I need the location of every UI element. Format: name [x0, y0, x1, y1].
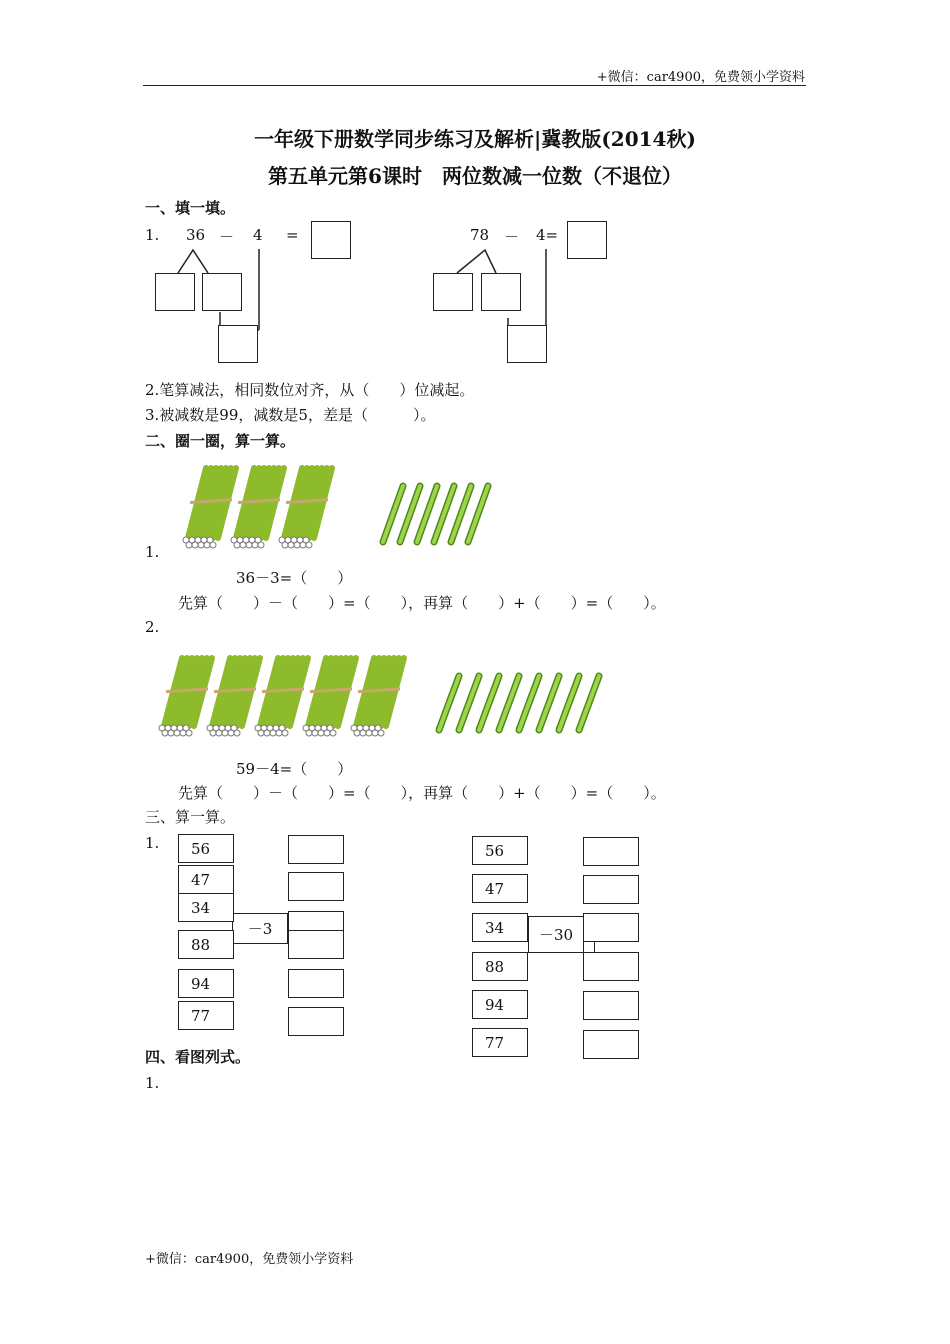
difference-box[interactable] — [583, 991, 639, 1020]
stick-bundles-image-1 — [180, 462, 500, 557]
q1-left-a: 36 — [186, 226, 206, 244]
q2-text: 2.笔算减法，相同数位对齐，从（ ）位减起。 — [145, 381, 475, 399]
stick-bundle — [255, 658, 308, 736]
minuend-box: 88 — [178, 930, 234, 959]
section2-heading: 二、圈一圈，算一算。 — [145, 432, 296, 450]
stick-bundle — [159, 658, 212, 736]
difference-box[interactable] — [583, 837, 639, 866]
difference-box[interactable] — [288, 1007, 344, 1036]
partial-result-box[interactable] — [218, 325, 258, 363]
section1-heading: 一、填一填。 — [145, 199, 236, 217]
stick-bundle — [279, 468, 332, 548]
title-line1: 一年级下册数学同步练习及解析|冀教版(2014秋) — [254, 127, 696, 151]
minuend-box: 94 — [472, 990, 528, 1019]
stick-bundle — [231, 468, 284, 548]
q1-left-op: － — [219, 228, 235, 246]
s2-q2-number: 2. — [145, 618, 160, 636]
minuend-box: 47 — [178, 865, 234, 894]
s2-q1-number: 1. — [145, 543, 160, 561]
minuend-box: 94 — [178, 969, 234, 998]
q1-right-a: 78 — [470, 226, 490, 244]
split-diagram-lines — [0, 0, 950, 400]
footer-note: +微信：car4900，免费领小学资料 — [145, 1252, 354, 1267]
title-line2: 第五单元第6课时 两位数减一位数（不退位） — [268, 164, 682, 188]
s4-q1-number: 1. — [145, 1074, 160, 1092]
difference-box[interactable] — [583, 875, 639, 904]
minuend-box: 88 — [472, 952, 528, 981]
s2-q1-steps: 先算（ ）－（ ）=（ ），再算（ ）+（ ）=（ ）。 — [178, 594, 666, 612]
stick-bundle — [351, 658, 404, 736]
difference-box[interactable] — [583, 952, 639, 981]
s2-q2-expression: 59－4=（ ） — [236, 760, 353, 778]
difference-box[interactable] — [288, 969, 344, 998]
answer-box[interactable] — [567, 221, 607, 259]
minuend-box: 56 — [178, 834, 234, 863]
difference-box[interactable] — [583, 1030, 639, 1059]
difference-box[interactable] — [288, 930, 344, 959]
q1-number: 1. — [145, 226, 160, 244]
operation-box-minus-3: －3 — [232, 913, 288, 944]
q3-text: 3.被减数是99，减数是5，差是（ ）。 — [145, 406, 436, 424]
s3-q1-number: 1. — [145, 834, 160, 852]
minuend-box: 34 — [472, 913, 528, 942]
minuend-box: 77 — [178, 1001, 234, 1030]
split-ones-box[interactable] — [202, 273, 242, 311]
split-tens-box[interactable] — [155, 273, 195, 311]
partial-result-box[interactable] — [507, 325, 547, 363]
stick-bundle — [207, 658, 260, 736]
stick-bundle — [183, 468, 236, 548]
section3-heading: 三、算一算。 — [145, 808, 236, 826]
q1-right-b: 4= — [536, 226, 559, 244]
minuend-box: 34 — [178, 893, 234, 922]
split-ones-box[interactable] — [481, 273, 521, 311]
minuend-box: 47 — [472, 874, 528, 903]
header-note: +微信：car4900，免费领小学资料 — [596, 70, 805, 85]
q1-left-b: 4 — [253, 226, 263, 244]
stick-bundles-image-2 — [156, 652, 616, 744]
difference-box[interactable] — [288, 872, 344, 901]
q1-left-eq: = — [286, 226, 299, 244]
minuend-box: 77 — [472, 1028, 528, 1057]
s2-q2-steps: 先算（ ）－（ ）=（ ），再算（ ）+（ ）=（ ）。 — [178, 784, 666, 802]
minuend-box: 56 — [472, 836, 528, 865]
difference-box[interactable] — [583, 913, 639, 942]
operation-box-minus-30: －30 — [528, 916, 584, 953]
stick-bundle — [303, 658, 356, 736]
section4-heading: 四、看图列式。 — [145, 1048, 251, 1066]
s2-q1-expression: 36－3=（ ） — [236, 569, 353, 587]
q1-right-op: － — [504, 228, 520, 246]
split-tens-box[interactable] — [433, 273, 473, 311]
difference-box[interactable] — [288, 835, 344, 864]
